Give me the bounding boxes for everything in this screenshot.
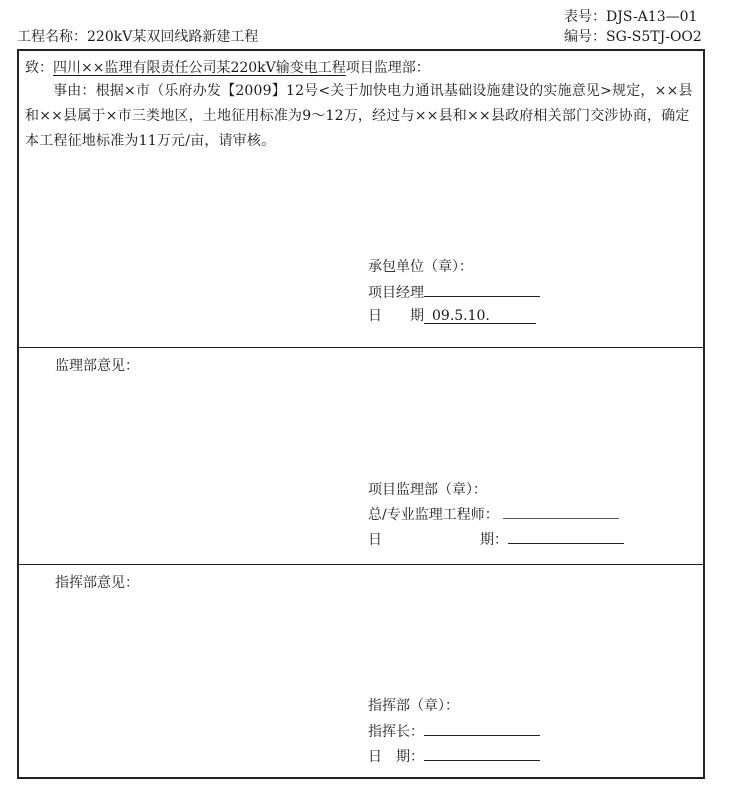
addressee-line — [25, 55, 430, 81]
supervision-date-label-left: 日 — [368, 532, 382, 548]
date-row — [368, 305, 536, 325]
divider-2 — [19, 564, 703, 565]
commander-signature-field[interactable] — [424, 720, 540, 736]
form-table — [17, 49, 705, 779]
hq-date-field[interactable] — [424, 745, 540, 761]
manager-row — [368, 281, 540, 302]
recipient-suffix: 项目监理部： — [345, 60, 430, 76]
manager-signature-field[interactable] — [424, 281, 540, 297]
engineer-label: 总/专业监理工程师： — [368, 507, 499, 523]
supervision-date-row — [368, 528, 624, 549]
supervision-date-label-right: 期： — [480, 532, 508, 548]
supervision-date-field[interactable] — [508, 528, 624, 544]
date-label: 日 期 — [368, 308, 424, 324]
project-name: 工程名称：220kV某双回线路新建工程 — [17, 29, 259, 45]
date-field[interactable] — [424, 308, 536, 324]
commander-label: 指挥长： — [368, 724, 424, 740]
matter-paragraph: 事由：根据×市（乐府办发【2009】12号<关于加快电力通讯基础设施建设的实施意见>规定，××县和××县属于×市三类地区，土地征用标准为9～12万，经过与××县和××县政府相关部门交涉协商，确定本工程征地标准为11万元/亩，请审核。 — [25, 83, 693, 149]
commander-row — [368, 720, 540, 741]
contractor-label: 承包单位（章）： — [368, 259, 473, 275]
hq-label: 指挥部（章）： — [368, 698, 459, 714]
engineer-row — [368, 503, 619, 524]
divider-1 — [19, 347, 703, 348]
hq-date-row — [368, 745, 540, 766]
date-value: 09.5.10. — [432, 308, 490, 324]
to-prefix: 致： — [25, 60, 53, 76]
supervision-opinion-title: 监理部意见： — [55, 358, 139, 374]
supervision-dept-label: 项目监理部（章）： — [368, 482, 487, 498]
serial-number: 编号：SG-S5TJ-OO2 — [564, 29, 702, 45]
hq-date-label: 日 期： — [368, 749, 424, 765]
engineer-signature-field[interactable] — [503, 503, 619, 519]
form-number: 表号：DJS-A13—01 — [564, 9, 698, 25]
manager-label: 项目经理 — [368, 285, 424, 301]
hq-opinion-title: 指挥部意见： — [55, 575, 139, 591]
recipient-name: 四川××监理有限责任公司某220kV输变电工程 — [53, 60, 346, 76]
